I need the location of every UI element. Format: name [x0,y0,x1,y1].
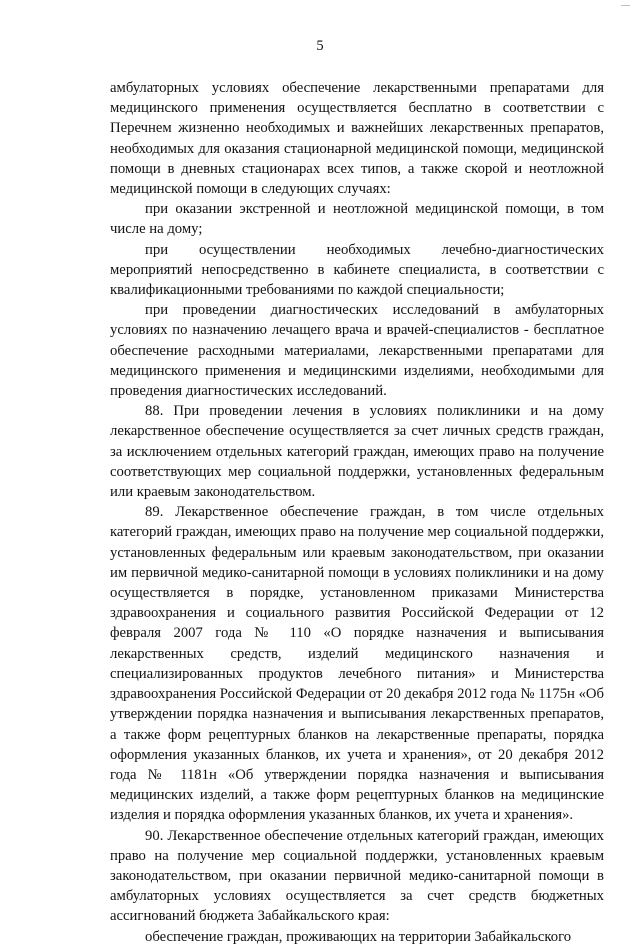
paragraph-continuation: амбулаторных условиях обеспечение лекарственными препаратами для медицинского применения осуществляется бесплатно в соответствии с Перечнем жизненно необходимых и важнейших лекарственных препаратов, необходимых для оказания стационарной медицинской помощи, медицинской помощи в дневных стационарах всех типов, а также скорой и неотложной медицинской помощи в следующих случаях: [110,80,604,198]
document-body [110,78,604,947]
paragraph-diagnostic-procedures: при осуществлении необходимых лечебно-диагностических мероприятий непосредственно в кабинете специалиста, в соответствии с квалификационными требованиями по каждой специальности; [110,241,604,299]
paragraph-88: 88. При проведении лечения в условиях поликлиники и на дому лекарственное обеспечение осуществляется за счет личных средств граждан, за исключением отдельных категорий граждан, имеющих право на получение соответствующих мер социальной поддержки, установленных федеральным или краевым законодательством. [110,403,604,501]
corner-mark: — [621,0,630,10]
page-number: 5 [316,38,324,54]
paragraph-90: 90. Лекарственное обеспечение отдельных категорий граждан, имеющих право на получение мер социальной поддержки, установленных краевым законодательством, при оказании первичной медико-санитарной помощи в амбулаторных условиях осуществляется за счет средств бюджетных ассигнований бюджета Забайкальского края: [110,827,604,925]
paragraph-89: 89. Лекарственное обеспечение граждан, в том числе отдельных категорий граждан, имеющих право на получение мер социальной поддержки, установленных федеральным или краевым законодательством, при оказании им первичной медико-санитарной помощи в условиях поликлиники и на дому осуществляется в порядке, установленном приказами Министерства здравоохранения и социального развития Российской Федерации от 12 февраля 2007 года № 110 «О порядке назначения и выписывания лекарственных средств, изделий медицинского назначения и специализированных продуктов лечебного питания» и Министерства здравоохранения Российской Федерации от 20 декабря 2012 года № 1175н «Об утверждении порядка назначения и выписывания лекарственных препаратов, а также форм рецептурных бланков на лекарственные препараты, порядка оформления указанных бланков, их учета и хранения», от 20 декабря 2012 года № 1181н «Об утверждении порядка назначения и выписывания медицинских изделий, а также форм рецептурных бланков на медицинские изделия и порядка оформления указанных бланков, их учета и хранения». [110,504,604,824]
paragraph-emergency-care: при оказании экстренной и неотложной медицинской помощи, в том числе на дому; [110,201,604,238]
paragraph-diagnostic-studies: при проведении диагностических исследований в амбулаторных условиях по назначению лечащего врача и врачей-специалистов - бесплатное обеспечение расходными материалами, лекарственными препаратами для медицинского применения и медицинскими изделиями, необходимыми для проведения диагностических исследований. [110,302,604,400]
paragraph-provision: обеспечение граждан, проживающих на территории Забайкальского [145,928,572,945]
